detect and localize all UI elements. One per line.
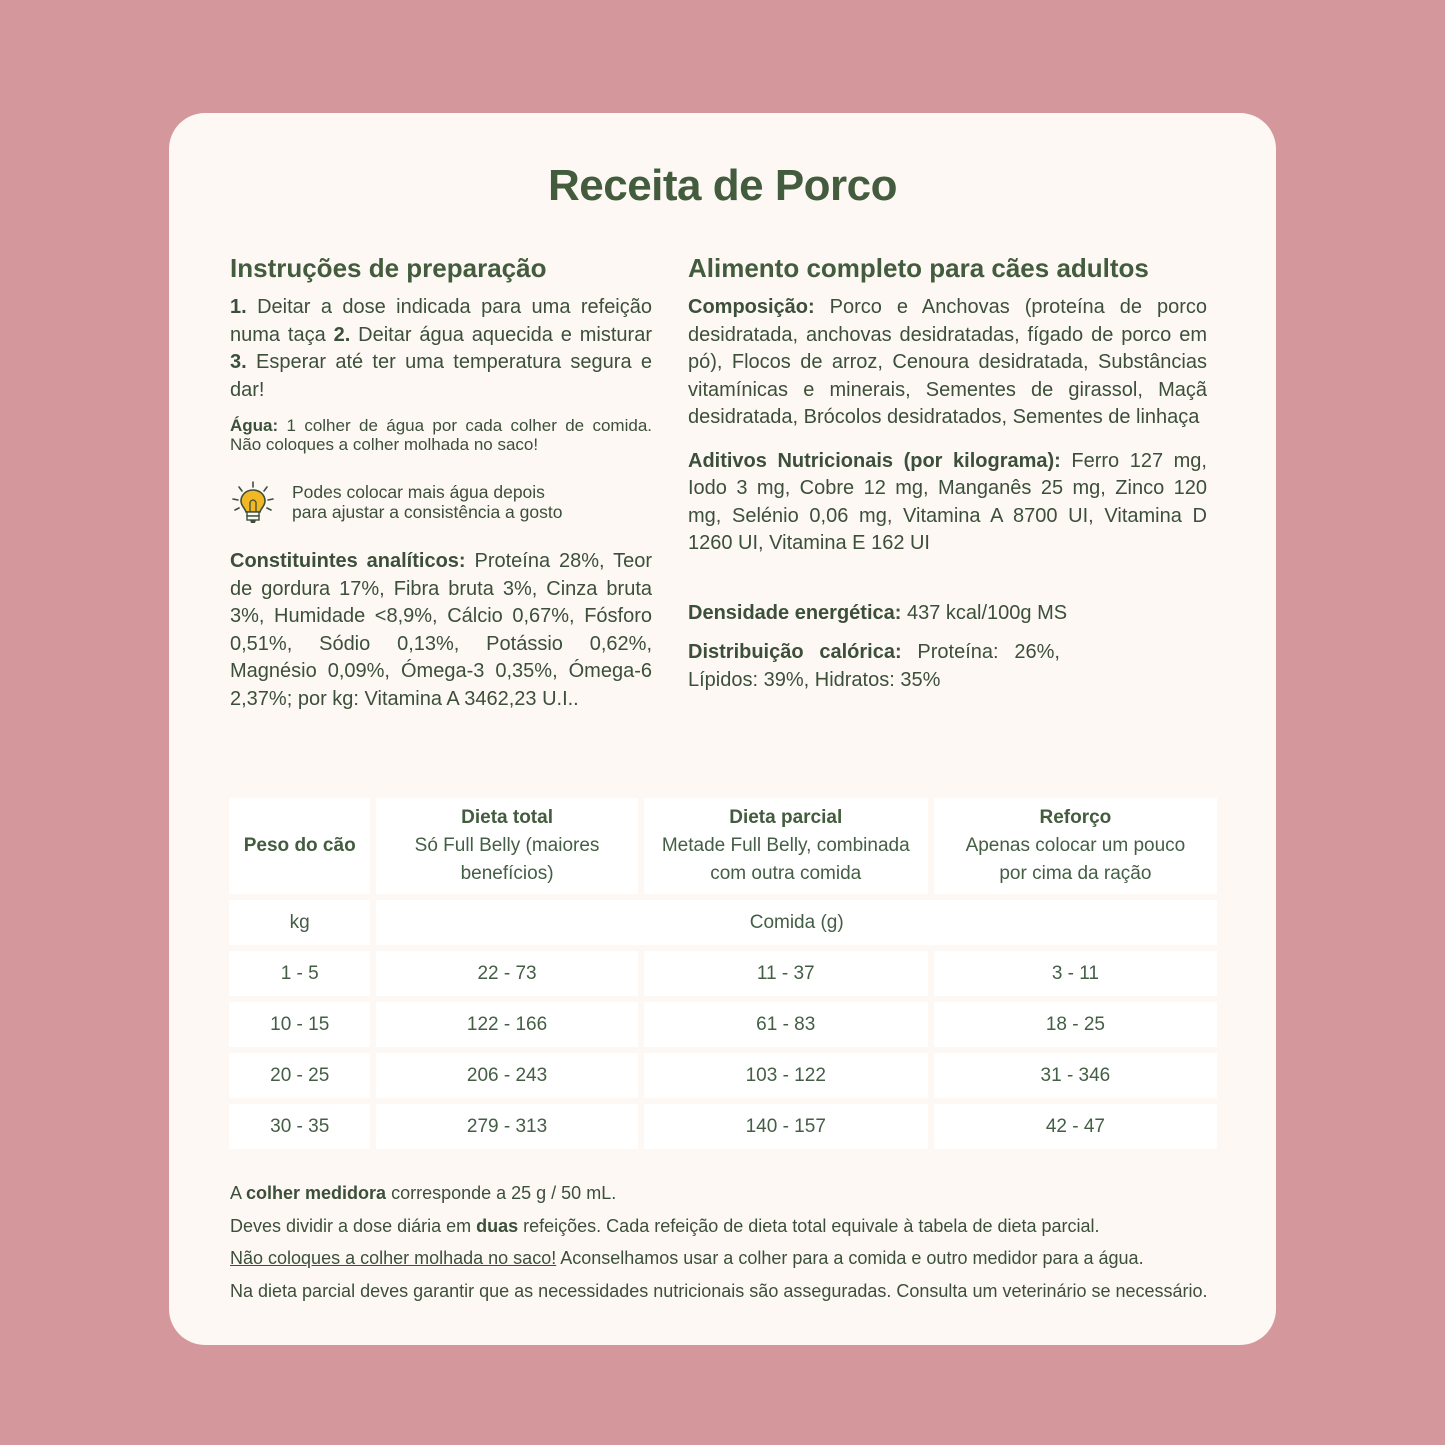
step-number: 3. (230, 351, 247, 373)
header-cell (376, 798, 637, 894)
preparation-steps (230, 294, 652, 404)
preparation-heading: Instruções de preparação (230, 253, 547, 283)
table-cell: 10 - 15 (229, 1002, 370, 1047)
table-row (229, 1104, 1217, 1149)
table-cell: 1 - 5 (229, 951, 370, 996)
note-bold: duas (476, 1215, 519, 1236)
preparation-section (230, 253, 652, 713)
table-cell: 279 - 313 (376, 1104, 637, 1149)
additives (688, 448, 1207, 558)
header-partial-sub: Metade Full Belly, combinada com outra comida (661, 835, 910, 884)
composition-label: Composição: (688, 296, 815, 318)
table-cell: 103 - 122 (644, 1053, 928, 1098)
table-cell: 61 - 83 (644, 1002, 928, 1047)
unit-food: Comida (g) (376, 900, 1217, 945)
table-cell: 18 - 25 (934, 1002, 1217, 1047)
note-line (230, 1242, 1240, 1275)
header-cell (934, 798, 1217, 894)
energy-density (688, 600, 1207, 628)
header-cell (229, 798, 370, 894)
density-label: Densidade energética: (688, 601, 902, 624)
table-cell: 140 - 157 (644, 1104, 928, 1149)
table-cell: 11 - 37 (644, 951, 928, 996)
caloric-distribution (688, 639, 1060, 694)
header-weight: Peso do cão (243, 835, 356, 856)
header-partial-title: Dieta parcial (729, 807, 843, 828)
analytic-constituents (230, 548, 652, 713)
table-row (229, 1002, 1217, 1047)
step-text: Deitar a dose indicada para uma refeição numa taça (230, 296, 652, 346)
note-text: corresponde a 25 g / 50 mL. (386, 1183, 617, 1203)
composition (688, 294, 1207, 432)
note-text: refeições. Cada refeição de dieta total equivale à tabela de dieta parcial. (518, 1215, 1100, 1236)
note-underline: Não coloques a colher molhada no saco! (230, 1248, 557, 1268)
table-cell: 22 - 73 (376, 951, 637, 996)
density-text: 437 kcal/100g MS (901, 601, 1068, 624)
water-text: 1 colher de água por cada colher de comida. Não coloques a colher molhada no saco! (230, 416, 652, 454)
caloric-label: Distribuição calórica: (688, 641, 902, 663)
water-label: Água: (230, 416, 279, 435)
additives-label: Aditivos Nutricionais (por kilograma): (688, 449, 1061, 472)
unit-weight: kg (229, 900, 370, 945)
table-header-row (229, 798, 1217, 894)
tip-line: Podes colocar mais água depois (292, 482, 545, 502)
table-cell: 31 - 346 (934, 1053, 1217, 1098)
table-row (229, 951, 1217, 996)
lightbulb-icon (230, 480, 276, 526)
caloric-text: Proteína: 26%, Lípidos: 39%, Hidratos: 35% (688, 641, 1060, 691)
table-cell: 42 - 47 (934, 1104, 1217, 1149)
dosage-table (223, 792, 1223, 1155)
header-boost-title: Reforço (1039, 807, 1112, 828)
complete-food-section (688, 253, 1207, 694)
tip-line: para ajustar a consistência a gosto (292, 502, 563, 522)
water-note (230, 416, 652, 454)
header-boost-sub: Apenas colocar um pouco por cima da ração (965, 835, 1186, 884)
note-text: Aconselhamos usar a colher para a comida e outro medidor para a água. (556, 1248, 1144, 1268)
analytic-text: Proteína 28%, Teor de gordura 17%, Fibra bruta 3%, Cinza bruta 3%, Humidade <8,9%, Cálcio 0,67%, Fósforo 0,51%, Sódio 0,13%, Potássio 0,62%, Magnésio 0,09%, Ómega-3 0,35%, Ómega-6 2,37%; por kg: Vitamina A 3462,23 U.I.. (230, 550, 653, 710)
header-total-sub: Só Full Belly (maiores benefícios) (414, 835, 600, 884)
note-text: Deves dividir a dose diária em (230, 1215, 477, 1236)
note-line (230, 1177, 1240, 1210)
footer-notes (230, 1177, 1240, 1307)
tip-text (292, 482, 562, 522)
note-text: A (230, 1183, 247, 1203)
additives-text: Ferro 127 mg, Iodo 3 mg, Cobre 12 mg, Manganês 25 mg, Zinco 120 mg, Selénio 0,06 mg, Vitamina A 8700 UI, Vitamina D 1260 UI, Vitamina E 162 UI (688, 449, 1207, 554)
complete-food-heading: Alimento completo para cães adultos (688, 253, 1149, 283)
table-cell: 3 - 11 (934, 951, 1217, 996)
recipe-card (169, 113, 1276, 1345)
table-cell: 122 - 166 (376, 1002, 637, 1047)
header-cell (644, 798, 928, 894)
note-line: Na dieta parcial deves garantir que as necessidades nutricionais são asseguradas. Consulta um veterinário se necessário. (230, 1280, 1208, 1301)
note-bold: colher medidora (246, 1183, 387, 1203)
page-title: Receita de Porco (547, 161, 898, 210)
tip (230, 480, 652, 526)
composition-text: Porco e Anchovas (proteína de porco desidratada, anchovas desidratadas, fígado de porco em pó), Flocos de arroz, Cenoura desidratada, Substâncias vitamínicas e minerais, Sementes de girassol, Maçã desidratada, Brócolos desidratados, Sementes de linhaça (688, 296, 1207, 428)
table-cell: 206 - 243 (376, 1053, 637, 1098)
step-number: 2. (333, 323, 351, 346)
step-text: Esperar até ter uma temperatura segura e dar! (230, 351, 652, 401)
note-line (230, 1210, 1240, 1243)
step-text: Deitar água aquecida e misturar (350, 323, 652, 346)
header-total-title: Dieta total (461, 807, 553, 828)
table-unit-row (229, 900, 1217, 945)
step-number: 1. (230, 296, 247, 318)
table-cell: 30 - 35 (229, 1104, 370, 1149)
table-cell: 20 - 25 (229, 1053, 370, 1098)
analytic-label: Constituintes analíticos: (230, 550, 466, 572)
table-row (229, 1053, 1217, 1098)
